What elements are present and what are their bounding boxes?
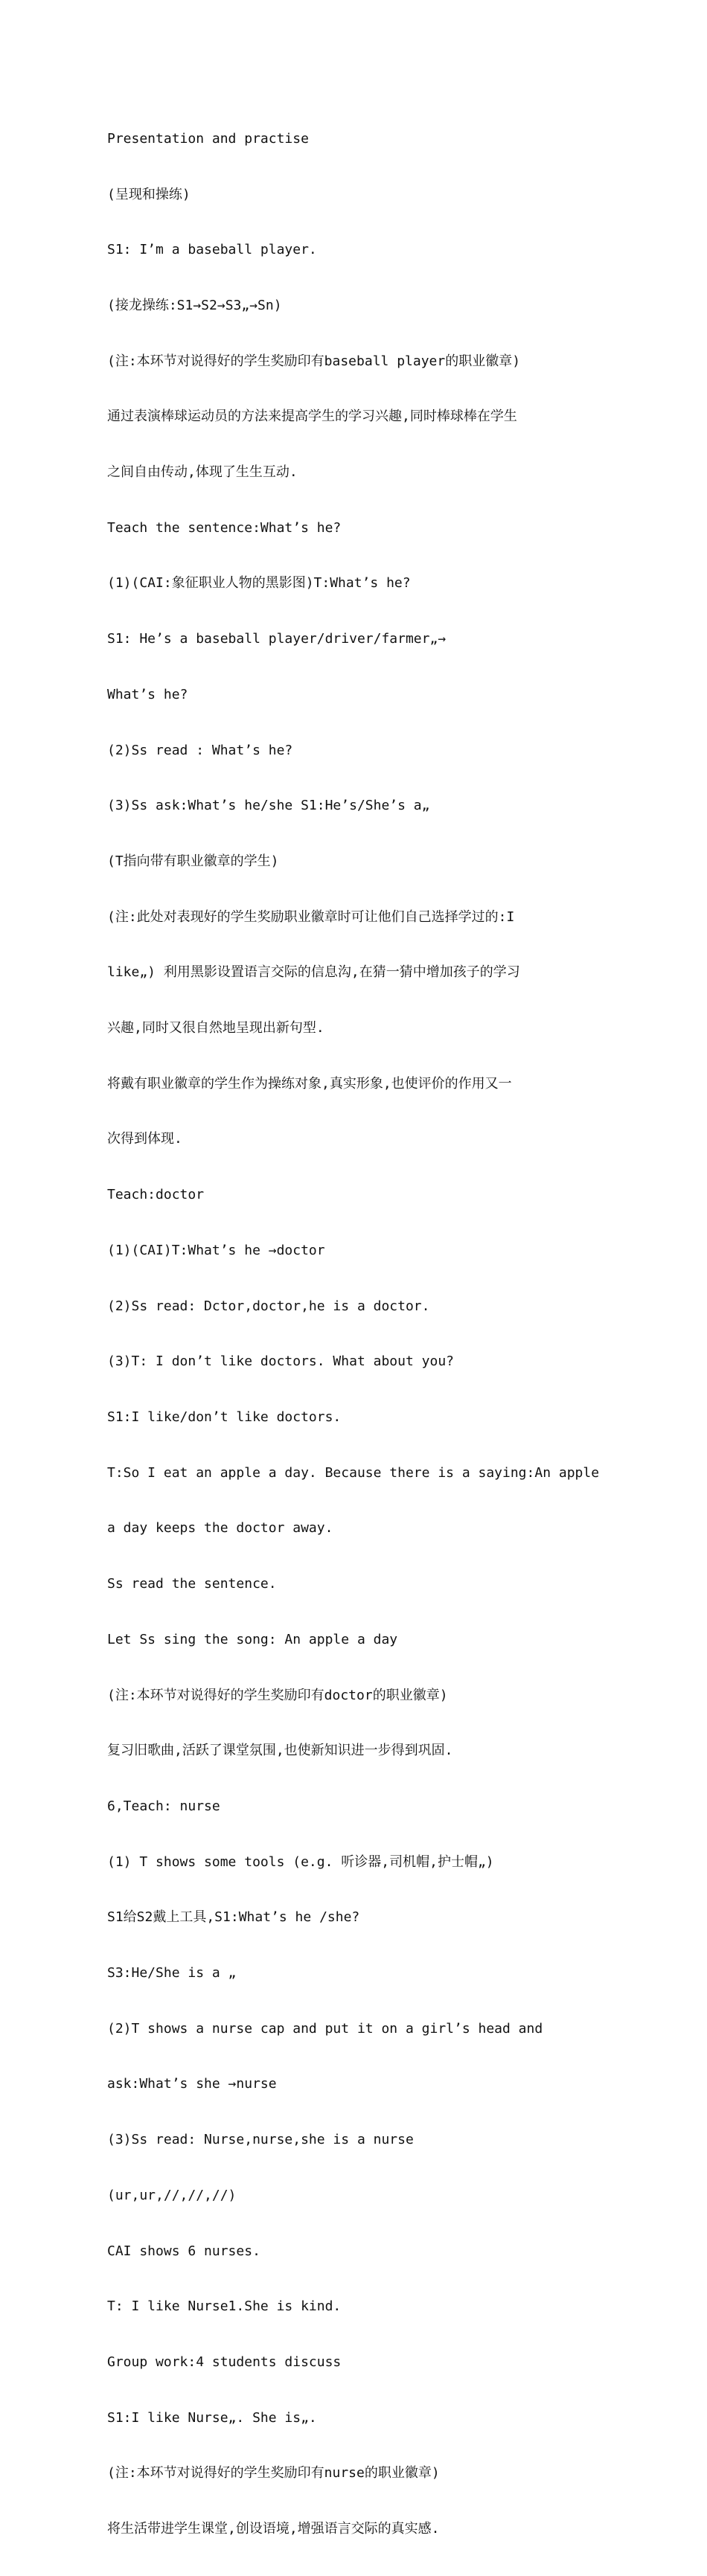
text-line: 之间自由传动,体现了生生互动.	[107, 464, 298, 481]
text-line: S1:I like/don’t like doctors.	[107, 1409, 342, 1425]
text-line: ask:What’s she →nurse	[107, 2076, 277, 2092]
text-line: Group work:4 students discuss	[107, 2354, 342, 2370]
text-line: 复习旧歌曲,活跃了课堂氛围,也使新知识进一步得到巩固.	[107, 1743, 453, 1759]
text-line: Presentation and practise	[107, 130, 309, 147]
text-line: Ss read the sentence.	[107, 1576, 277, 1592]
text-line: What’s he?	[107, 686, 188, 702]
text-line: 将戴有职业徽章的学生作为操练对象,真实形象,也使评价的作用又一	[107, 1075, 512, 1092]
text-line: (1) T shows some tools (e.g. 听诊器,司机帽,护士帽„)	[107, 1853, 494, 1870]
text-line: S1给S2戴上工具,S1:What’s he /she?	[107, 1909, 360, 1926]
text-line: (3)Ss ask:What’s he/she S1:He’s/She’s a„	[107, 798, 430, 814]
text-line: (3)T: I don’t like doctors. What about you?	[107, 1353, 454, 1370]
text-line: a day keeps the doctor away.	[107, 1520, 333, 1537]
text-line: 6,Teach: nurse	[107, 1798, 220, 1814]
text-line: CAI shows 6 nurses.	[107, 2243, 260, 2259]
text-line: Teach the sentence:What’s he?	[107, 519, 342, 536]
text-line: (注:本环节对说得好的学生奖励印有nurse的职业徽章)	[107, 2465, 440, 2482]
text-line: (注:本环节对说得好的学生奖励印有baseball player的职业徽章)	[107, 353, 521, 369]
text-line: (3)Ss read: Nurse,nurse,she is a nurse	[107, 2132, 414, 2148]
text-line: S1: He’s a baseball player/driver/farmer„→	[107, 631, 447, 647]
text-line: 次得到体现.	[107, 1131, 182, 1147]
text-line: (呈现和操练)	[107, 186, 191, 202]
text-line: (2)T shows a nurse cap and put it on a girl’s head and	[107, 2020, 543, 2037]
text-line: (1)(CAI:象征职业人物的黑影图)T:What’s he?	[107, 575, 411, 592]
text-line: S1: I’m a baseball player.	[107, 242, 317, 258]
lesson-text	[107, 93, 606, 2576]
text-line: (接龙操练:S1→S2→S3„→Sn)	[107, 297, 282, 313]
text-line: (2)Ss read : What’s he?	[107, 742, 293, 758]
text-line: T:So I eat an apple a day. Because there is a saying:An apple	[107, 1464, 600, 1481]
text-line: Let Ss sing the song: An apple a day	[107, 1631, 398, 1647]
text-line: (注:本环节对说得好的学生奖励印有doctor的职业徽章)	[107, 1687, 448, 1703]
text-line: 通过表演棒球运动员的方法来提高学生的学习兴趣,同时棒球棒在学生	[107, 408, 517, 425]
text-line: 将生活带进学生课堂,创设语境,增强语言交际的真实感.	[107, 2521, 440, 2537]
text-line: (2)Ss read: Dctor,doctor,he is a doctor.	[107, 1298, 430, 1314]
text-line: Teach:doctor	[107, 1187, 205, 1203]
text-line: 兴趣,同时又很自然地呈现出新句型.	[107, 1020, 324, 1037]
text-line: S3:He/She is a „	[107, 1965, 237, 1981]
text-line: (ur,ur,//,//,//)	[107, 2187, 237, 2203]
text-line: (1)(CAI)T:What’s he →doctor	[107, 1242, 325, 1258]
text-line: like„) 利用黑影设置语言交际的信息沟,在猜一猜中增加孩子的学习	[107, 964, 520, 981]
text-line: T: I like Nurse1.She is kind.	[107, 2298, 342, 2315]
text-line: (注:此处对表现好的学生奖励职业徽章时可让他们自己选择学过的:I	[107, 909, 515, 925]
text-line: (T指向带有职业徽章的学生)	[107, 853, 279, 869]
text-line: S1:I like Nurse„. She is„.	[107, 2409, 317, 2426]
